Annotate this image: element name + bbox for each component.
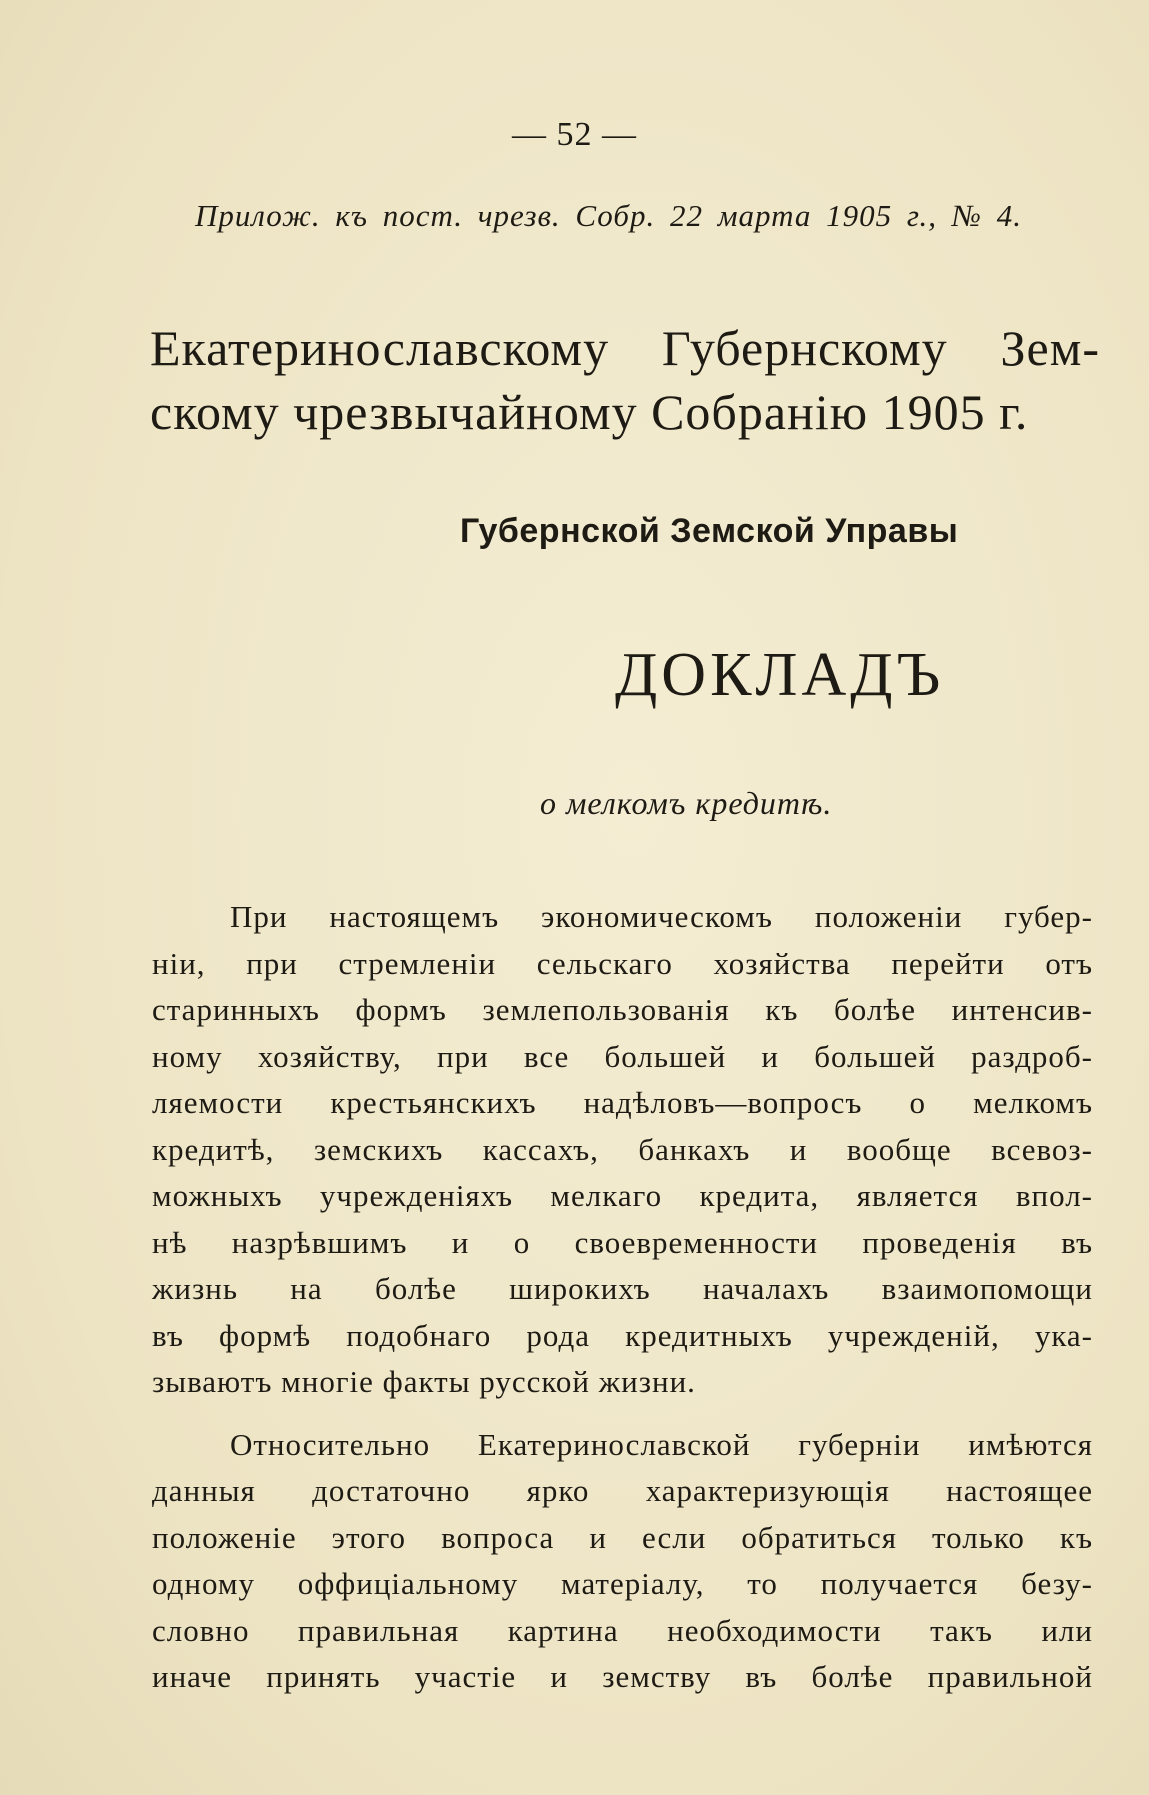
text-line: Относительно Екатеринославской губерніи имѣются	[230, 1426, 1093, 1462]
text-line: данныя достаточно ярко характеризующія настоящее	[152, 1473, 1093, 1508]
title-line-2: скому чрезвычайному Собранію 1905 г.	[150, 384, 1029, 440]
text-line: одному оффиціальному матеріалу, то получается безу-	[152, 1566, 1093, 1601]
paragraph-2	[152, 1422, 1093, 1701]
text-line: жизнь на болѣе широкихъ началахъ взаимопомощи	[152, 1271, 1093, 1306]
text-line: словно правильная картина необходимости такъ или	[152, 1612, 1093, 1648]
page-number: — 52 —	[512, 116, 637, 153]
board-name: Губернской Земской Управы	[460, 512, 959, 550]
text-line: При настоящемъ экономическомъ положеніи губер-	[230, 899, 1093, 934]
text-line: иначе принять участіе и земству въ болѣе правильной	[152, 1659, 1093, 1694]
text-line: можныхъ учрежденіяхъ мелкаго кредита, является впол-	[152, 1178, 1093, 1213]
report-subject: о мелкомъ кредитѣ.	[540, 785, 833, 821]
text-line: кредитѣ, земскихъ кассахъ, банкахъ и вообще всевоз-	[152, 1131, 1093, 1167]
text-line: ніи, при стремленіи сельскаго хозяйства перейти отъ	[152, 945, 1093, 981]
text-line: нѣ назрѣвшимъ и о своевременности проведенія въ	[152, 1224, 1093, 1260]
text-line: ному хозяйству, при все большей и большей раздроб-	[152, 1038, 1093, 1074]
paragraph-1	[152, 894, 1093, 1406]
report-heading: ДОКЛАДЪ	[615, 641, 945, 709]
text-line: въ формѣ подобнаго рода кредитныхъ учрежденій, ука-	[152, 1317, 1093, 1353]
text-line: старинныхъ формъ землепользованія къ болѣе интенсив-	[152, 992, 1093, 1027]
appendix-note: Прилож. къ пост. чрезв. Собр. 22 марта 1905 г., № 4.	[195, 198, 1023, 233]
text-line: положеніе этого вопроса и если обратиться только къ	[152, 1519, 1093, 1555]
text-line: зываютъ многіе факты русской жизни.	[152, 1364, 696, 1399]
text-line: ляемости крестьянскихъ надѣловъ—вопросъ о мелкомъ	[152, 1085, 1093, 1120]
title-line-1: Екатеринославскому Губернскому Зем-	[150, 320, 1100, 376]
document-title	[150, 316, 1100, 444]
body-text	[152, 894, 1093, 1701]
